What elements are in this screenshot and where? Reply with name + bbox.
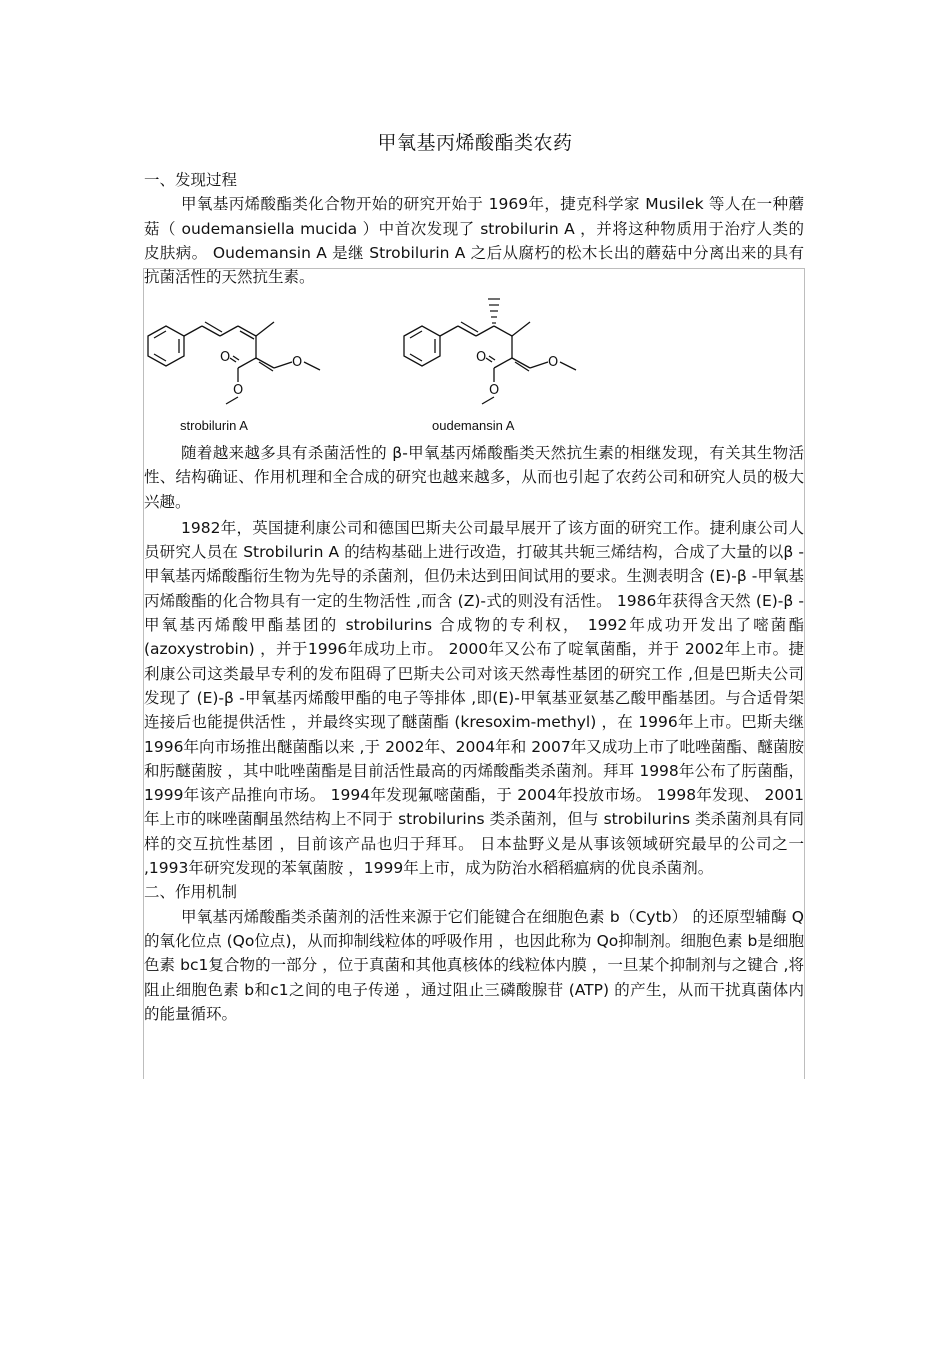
section-1-heading: 一、发现过程 — [144, 171, 238, 189]
svg-text:O: O — [489, 383, 500, 398]
section-2-heading: 二、作用机制 — [144, 883, 238, 902]
strobilurin-a-structure — [144, 300, 344, 410]
section-1-intro — [144, 168, 804, 289]
section-1-paragraph-2: 随着越来越多具有杀菌活性的 β-甲氧基丙烯酸酯类天然抗生素的相继发现，有关其生物活性、结构确证、作用机理和全合成的研究也越来越多，从而也引起了农药公司和研究人员的极大兴趣。 — [144, 444, 804, 511]
svg-text:O: O — [548, 355, 559, 370]
svg-text:O: O — [220, 350, 231, 365]
section-2-paragraph-1: 甲氧基丙烯酸酯类杀菌剂的活性来源于它们能键合在细胞色素 b（Cytb） 的还原型辅酶 Q的氧化位点 (Qo位点)，从而抑制线粒体的呼吸作用 ，也因此称为 Qo抑制剂。细胞色素 b是细胞色素 bc1复合物的一部分 ，位于真菌和其他真核体的线粒体内膜 ，一旦某个抑制剂与之键合 ,将阻止细胞色素 b和c1之间的电子传递 ，通过阻止三磷酸腺苷 (ATP) 的产生，从而干扰真菌体内的能量循环。 — [144, 907, 804, 1023]
section-1-body — [144, 441, 804, 1026]
svg-text:O: O — [476, 350, 487, 365]
oudemansin-a-drawing — [400, 296, 600, 410]
page-title: 甲氧基丙烯酸酯类农药 — [377, 132, 573, 154]
svg-text:O: O — [233, 383, 244, 398]
oudemansin-a-label: oudemansin A — [432, 418, 515, 433]
section-1-paragraph-1: 甲氧基丙烯酸酯类化合物开始的研究开始于 1969年，捷克科学家 Musilek 等人在一种蘑菇（ oudemansiella mucida ）中首次发现了 strobilurin A ，并将这种物质用于治疗人类的皮肤病。 Oudemansin A 是继 Strobilurin A 之后从腐朽的松木长出的蘑菇中分离出来的具有抗菌活性的天然抗生素。 — [144, 195, 804, 287]
strobilurin-a-label: strobilurin A — [180, 418, 248, 433]
svg-text:O: O — [292, 355, 303, 370]
oudemansin-a-structure — [400, 296, 600, 410]
strobilurin-a-drawing — [144, 300, 344, 410]
section-1-paragraph-3: 1982年，英国捷利康公司和德国巴斯夫公司最早展开了该方面的研究工作。捷利康公司人员研究人员在 Strobilurin A 的结构基础上进行改造，打破其共轭三烯结构，合成了大量的以β -甲氧基丙烯酸酯衍生物为先导的杀菌剂，但仍未达到田间试用的要求。生测表明含 (E)-β -甲氧基丙烯酸酯的化合物具有一定的生物活性 ,而含 (Z)-式的则没有活性。 1986年获得含天然 (E)-β -甲氧基丙烯酸甲酯基团的 strobilurins 合成物的专利权， 1992年成功开发出了嘧菌酯 (azoxystrobin) ，并于1996年成功上市。 2000年又公布了啶氧菌酯，并于 2002年上市。捷利康公司这类最早专利的发布阻碍了巴斯夫公司对该天然毒性基团的研究工作 ,但是巴斯夫公司发现了 (E)-β -甲氧基丙烯酸甲酯的电子等排体 ,即(E)-甲氧基亚氨基乙酸甲酯基团。与合适骨架连接后也能提供活性 ，并最终实现了醚菌酯 (kresoxim-methyl) ，在 1996年上市。巴斯夫继 1996年向市场推出醚菌酯以来 ,于 2002年、2004年和 2007年又成功上市了吡唑菌酯、醚菌胺和肟醚菌胺 ，其中吡唑菌酯是目前活性最高的丙烯酸酯类杀菌剂。拜耳 1998年公布了肟菌酯， 1999年该产品推向市场。 1994年发现氟嘧菌酯，于 2004年投放市场。 1998年发现、 2001年上市的咪唑菌酮虽然结构上不同于 strobilurins 类杀菌剂，但与 strobilurins 类杀菌剂具有同样的交互抗性基团 ，目前该产品也归于拜耳。 日本盐野义是从事该领域研究最早的公司之一 ,1993年研究发现的苯氧菌胺 ，1999年上市，成为防治水稻稻瘟病的优良杀菌剂。 — [144, 518, 804, 878]
